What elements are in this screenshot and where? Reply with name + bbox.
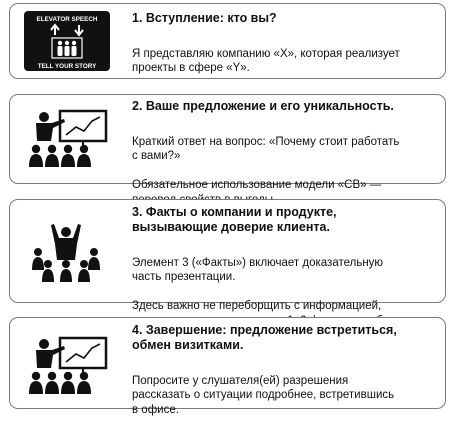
presenter-with-chart-icon: [26, 336, 110, 396]
step-text: Здесь важно не переборщить с информацией,: [132, 300, 382, 312]
step-card-facts: [9, 199, 446, 312]
step-title: 2. Ваше предложение и его уникальность.: [132, 99, 394, 113]
leader-arms-raised-icon: [26, 220, 106, 282]
step-text: Попросите у слушателя(ей) разрешения рассказать о ситуации подробнее, встретившись в офисе.: [132, 374, 395, 416]
step-card-offer: [9, 94, 446, 191]
step-title: 3. Факты о компании и продукте, вызывающие доверие клиента.: [132, 205, 337, 234]
step-text: Элемент 3 («Факты») включает доказательную часть презентации.: [132, 256, 384, 283]
presenter-with-chart-icon: [26, 109, 110, 169]
elevator-speech-logo-icon: [24, 11, 110, 71]
logo-top-text: ELEVATOR SPEECH: [36, 16, 98, 23]
logo-bottom-text: TELL YOUR STORY: [37, 63, 97, 70]
step-text: Краткий ответ на вопрос: «Почему стоит работать с вами?»: [132, 135, 400, 162]
step-card-closing: [9, 317, 446, 416]
step-card-intro: [9, 3, 446, 79]
step-title: 4. Завершение: предложение встретиться, обмен визитками.: [132, 323, 397, 352]
step-text: Я представляю компанию «X», которая реализует проекты в сфере «Y».: [132, 47, 400, 74]
step-text: Обязательное использование модели «СВ» —: [132, 179, 382, 191]
step-title: 1. Вступление: кто вы?: [132, 11, 277, 25]
